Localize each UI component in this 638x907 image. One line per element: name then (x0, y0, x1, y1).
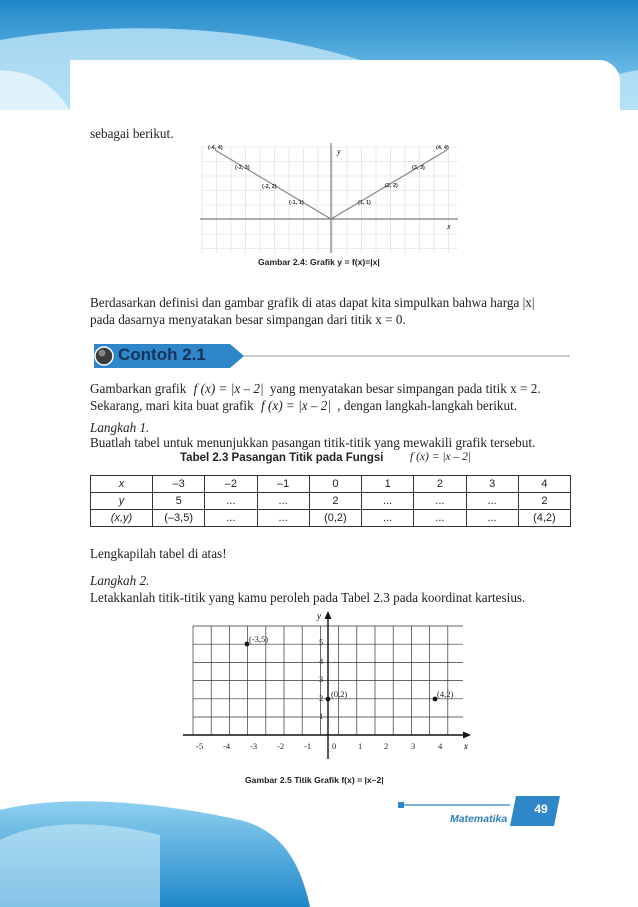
fig2-x-tick: -4 (223, 741, 231, 751)
example-line-2 (90, 397, 517, 414)
fig2-point-label: (-3,5) (249, 634, 269, 644)
header-banner (0, 0, 638, 110)
step2-heading: Langkah 2. (90, 573, 150, 588)
fig2-x-tick: -3 (250, 741, 258, 751)
table-cell: –3 (153, 476, 205, 493)
fig2-x-tick: 3 (411, 741, 416, 751)
fig2-x-tick: -1 (304, 741, 312, 751)
example-text: , dengan langkah-langkah berikut. (337, 398, 518, 413)
fig2-caption: Gambar 2.5 Titik Grafik f(x) = |x–2| (245, 775, 384, 785)
table-cell: (4,2) (518, 510, 570, 527)
table-cell: ... (257, 493, 309, 510)
table-title-function: f (x) = |x – 2| (410, 451, 472, 463)
table-cell: 2 (518, 493, 570, 510)
table-cell: 4 (518, 476, 570, 493)
fig1-point-label: (2, 2) (385, 183, 398, 189)
fig1-caption: Gambar 2.4: Grafik y = f(x)=|x| (258, 257, 380, 267)
fig2-x-tick: 4 (438, 741, 443, 751)
table-cell: 2 (414, 476, 466, 493)
example-text: Sekarang, mari kita buat grafik (90, 398, 254, 413)
contoh-title: Contoh 2.1 (118, 345, 206, 364)
page-number: 49 (534, 802, 548, 816)
step1-text: Buatlah tabel untuk menunjukkan pasangan titik-titik yang mewakili grafik tersebut. (90, 435, 536, 450)
function-expression: f (x) = |x – 2| (260, 398, 331, 413)
complete-text: Lengkapilah tabel di atas! (90, 546, 227, 561)
fig2-x-label: x (464, 741, 468, 751)
fig2-y-tick: 4 (319, 656, 324, 666)
table-cell: –1 (257, 476, 309, 493)
table-row (91, 493, 571, 510)
example-line-1 (90, 380, 541, 397)
fig2-point (326, 697, 331, 702)
fig1-point-label: (4, 4) (436, 145, 449, 151)
table-cell: ... (466, 493, 518, 510)
function-expression: f (x) = |x – 2| (193, 381, 264, 396)
table-cell: y (91, 493, 153, 510)
points-table (90, 475, 571, 527)
table-cell: (0,2) (309, 510, 361, 527)
table-cell: ... (205, 493, 257, 510)
paragraph-line: Berdasarkan definisi dan gambar grafik di atas dapat kita simpulkan bahwa harga |x| (90, 295, 535, 310)
step2-text: Letakkanlah titik-titik yang kamu peroleh pada Tabel 2.3 pada koordinat kartesius. (90, 590, 526, 605)
fig2-point-label: (0,2) (331, 689, 348, 699)
figure-abs-x-graph (200, 143, 458, 253)
fig2-y-tick: 1 (319, 711, 324, 721)
fig2-y-tick: 2 (319, 693, 324, 703)
step1-heading: Langkah 1. (90, 420, 150, 435)
footer-subject: Matematika (450, 813, 508, 825)
fig2-y-label: y (317, 611, 321, 621)
fig2-x-tick: 1 (358, 741, 363, 751)
fig2-x-tick: -5 (196, 741, 204, 751)
example-text: yang menyatakan besar simpangan pada titik x = 2. (269, 381, 541, 396)
fig1-point-label: (-3, 3) (235, 165, 250, 171)
table-cell: –2 (205, 476, 257, 493)
fig2-x-tick: 2 (384, 741, 389, 751)
table-cell: ... (362, 510, 414, 527)
fig1-point-label: (-2, 2) (262, 184, 277, 190)
intro-text: sebagai berikut. (90, 126, 174, 141)
table-row (91, 510, 571, 527)
figure-coordinate-grid (183, 609, 473, 759)
table-cell: (–3,5) (153, 510, 205, 527)
table-cell: 1 (362, 476, 414, 493)
paragraph-line: pada dasarnya menyatakan besar simpangan dari titik x = 0. (90, 312, 406, 327)
fig2-x-tick: 0 (332, 741, 337, 751)
fig1-point-label: (1, 1) (358, 200, 371, 206)
table-cell: 3 (466, 476, 518, 493)
table-cell: ... (362, 493, 414, 510)
fig2-x-tick: -2 (277, 741, 285, 751)
fig1-point-label: (-4, 4) (208, 145, 223, 151)
table-cell: ... (257, 510, 309, 527)
fig2-y-tick: 3 (319, 674, 324, 684)
table-cell: 2 (309, 493, 361, 510)
fig1-x-label: x (447, 222, 451, 231)
table-cell: 0 (309, 476, 361, 493)
fig1-point-label: (-1, 1) (289, 200, 304, 206)
fig1-y-label: y (337, 147, 341, 156)
table-title: Tabel 2.3 Pasangan Titik pada Fungsi (180, 452, 384, 464)
table-cell: x (91, 476, 153, 493)
example-text: Gambarkan grafik (90, 381, 187, 396)
table-cell: (x,y) (91, 510, 153, 527)
fig1-point-label: (3, 3) (412, 165, 425, 171)
table-cell: ... (205, 510, 257, 527)
table-cell: ... (414, 510, 466, 527)
fig2-point-label: (4,2) (437, 689, 454, 699)
table-cell: ... (414, 493, 466, 510)
table-row (91, 476, 571, 493)
fig2-y-tick: 5 (319, 637, 324, 647)
table-cell: 5 (153, 493, 205, 510)
table-cell: ... (466, 510, 518, 527)
